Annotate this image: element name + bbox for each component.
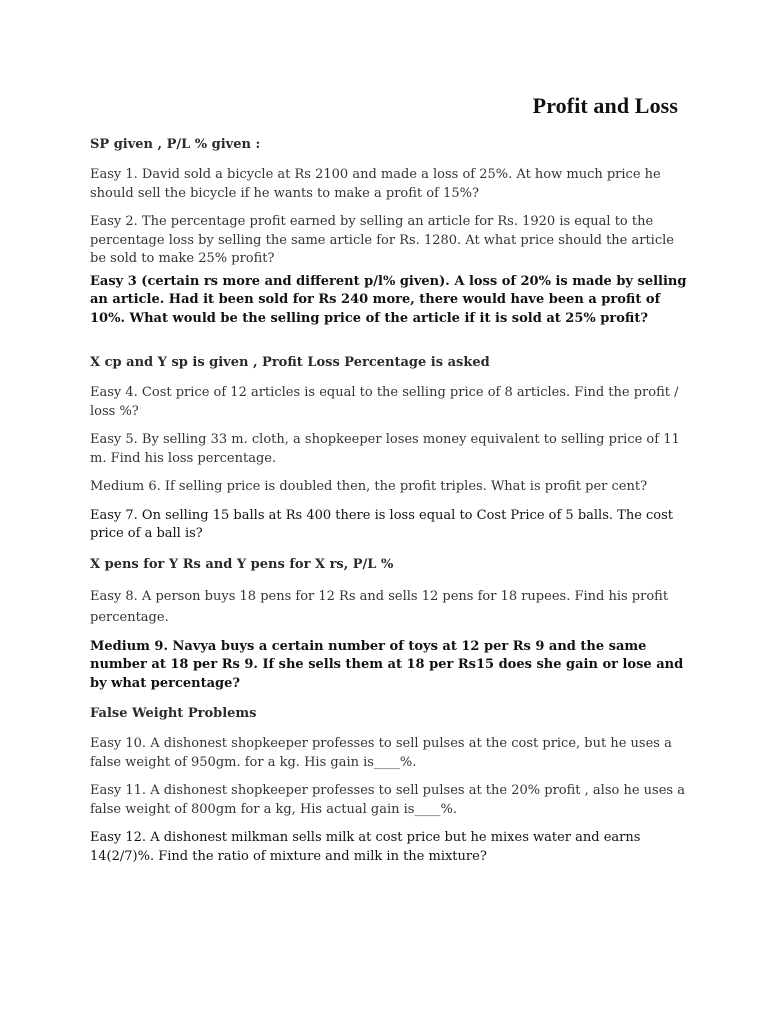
question-medium-6: Medium 6. If selling price is doubled then, the profit triples. What is profit per cent? [90, 479, 648, 494]
question-easy-3 [90, 273, 690, 329]
question-easy-3-lead: Easy 3 (certain rs more and different p/l% given). [90, 273, 450, 289]
question-easy-10: Easy 10. A dishonest shopkeeper professes to sell pulses at the cost price, but he uses a false weight of 950gm. for a kg. His gain is____%. [90, 736, 672, 770]
question-easy-4: Easy 4. Cost price of 12 articles is equal to the selling price of 8 articles. Find the profit / loss %? [90, 385, 679, 419]
question-easy-7: Easy 7. On selling 15 balls at Rs 400 there is loss equal to Cost Price of 5 balls. The cost price of a ball is? [90, 507, 674, 541]
section-heading-sp-given: SP given , P/L % given : [90, 137, 261, 152]
question-easy-5: Easy 5. By selling 33 m. cloth, a shopkeeper loses money equivalent to selling price of 11 m. Find his loss percentage. [90, 432, 680, 466]
question-easy-3-text: A loss of 20% is made by selling an article. Had it been sold for Rs 240 more, there would have been a profit of 10%. What would be the selling price of the article if it is sold at 25% profit? [90, 273, 687, 326]
page-title: Profit and Loss [532, 93, 678, 118]
question-easy-1: Easy 1. David sold a bicycle at Rs 2100 and made a loss of 25%. At how much price he should sell the bicycle if he wants to make a profit of 15%? [90, 167, 661, 201]
document-body [90, 136, 690, 866]
question-easy-2: Easy 2. The percentage profit earned by selling an article for Rs. 1920 is equal to the percentage loss by selling the same article for Rs. 1280. At what price should the article be sold to make 25% profit? [90, 214, 674, 266]
section-heading-false-weight: False Weight Problems [90, 706, 257, 721]
section-heading-x-cp-y-sp: X cp and Y sp is given , Profit Loss Percentage is asked [90, 355, 490, 370]
section-heading-x-pens: X pens for Y Rs and Y pens for X rs, P/L % [90, 556, 394, 572]
question-easy-12: Easy 12. A dishonest milkman sells milk at cost price but he mixes water and earns 14(2/7)%. Find the ratio of mixture and milk in the mixture? [90, 830, 641, 864]
question-easy-8: Easy 8. A person buys 18 pens for 12 Rs and sells 12 pens for 18 rupees. Find his profit percentage. [90, 588, 669, 625]
question-easy-11: Easy 11. A dishonest shopkeeper professes to sell pulses at the 20% profit , also he uses a false weight of 800gm for a kg, His actual gain is____%. [90, 783, 685, 817]
question-medium-9: Medium 9. Navya buys a certain number of toys at 12 per Rs 9 and the same number at 18 per Rs 9. If she sells them at 18 per Rs15 does she gain or lose and by what percentage? [90, 638, 684, 691]
